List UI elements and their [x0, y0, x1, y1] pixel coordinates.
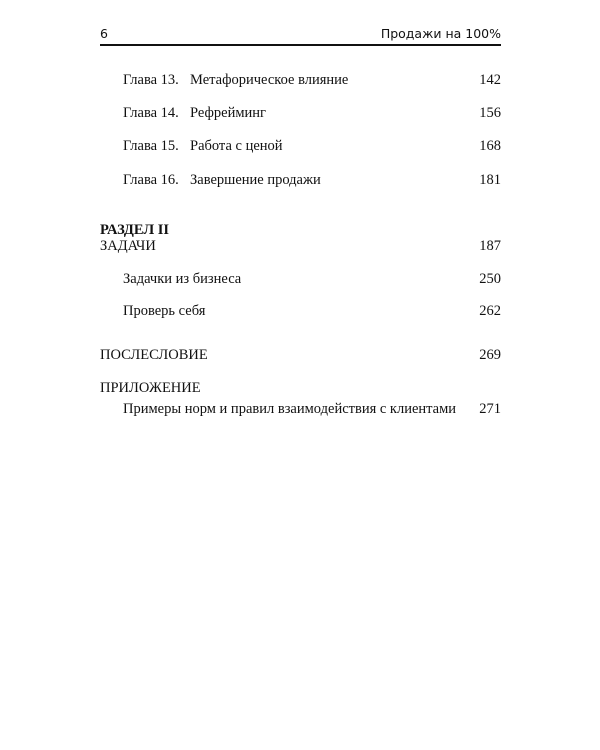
- page-number: 6: [100, 26, 108, 41]
- page-ref: 250: [479, 271, 501, 287]
- toc-entry-appendix: [100, 378, 501, 398]
- entry-title: Задачки из бизнеса: [123, 271, 242, 287]
- toc-entry-self-check: [100, 301, 501, 321]
- chapter-label: Глава 14.: [123, 105, 179, 121]
- running-header: [100, 24, 501, 44]
- chapter-title: Работа с ценой: [190, 138, 283, 154]
- toc-entry-chapter-16: [100, 170, 501, 190]
- page-ref: 168: [479, 138, 501, 154]
- page-ref: 187: [479, 238, 501, 254]
- toc-entry-appendix-item: [100, 399, 501, 419]
- page-ref: 269: [479, 347, 501, 363]
- chapter-label: Глава 16.: [123, 172, 179, 188]
- toc-entry-chapter-15: [100, 136, 501, 156]
- chapter-title: Рефрейминг: [190, 105, 266, 121]
- section-title: ЗАДАЧИ: [100, 238, 156, 254]
- page-ref: 142: [479, 72, 501, 88]
- toc-entry-chapter-14: [100, 103, 501, 123]
- toc-entry-section-2: [100, 236, 501, 256]
- entry-title: Примеры норм и правил взаимодействия с клиентами: [123, 401, 457, 417]
- section-label: РАЗДЕЛ II: [100, 222, 170, 238]
- page-ref: 262: [479, 303, 501, 319]
- running-title: Продажи на 100%: [380, 26, 501, 41]
- page-ref: 181: [479, 172, 501, 188]
- header-rule: [100, 44, 501, 46]
- chapter-title: Завершение продажи: [190, 172, 321, 188]
- chapter-title: Метафорическое влияние: [190, 72, 349, 88]
- entry-title: Проверь себя: [123, 303, 206, 319]
- chapter-label: Глава 13.: [123, 72, 179, 88]
- entry-title: ПОСЛЕСЛОВИЕ: [100, 347, 208, 363]
- page-ref: 156: [479, 105, 501, 121]
- entry-title: ПРИЛОЖЕНИЕ: [100, 380, 201, 396]
- chapter-label: Глава 15.: [123, 138, 179, 154]
- toc-entry-afterword: [100, 345, 501, 365]
- page-ref: 271: [479, 401, 501, 417]
- toc-entry-business-tasks: [100, 269, 501, 289]
- toc-entry-chapter-13: [100, 70, 501, 90]
